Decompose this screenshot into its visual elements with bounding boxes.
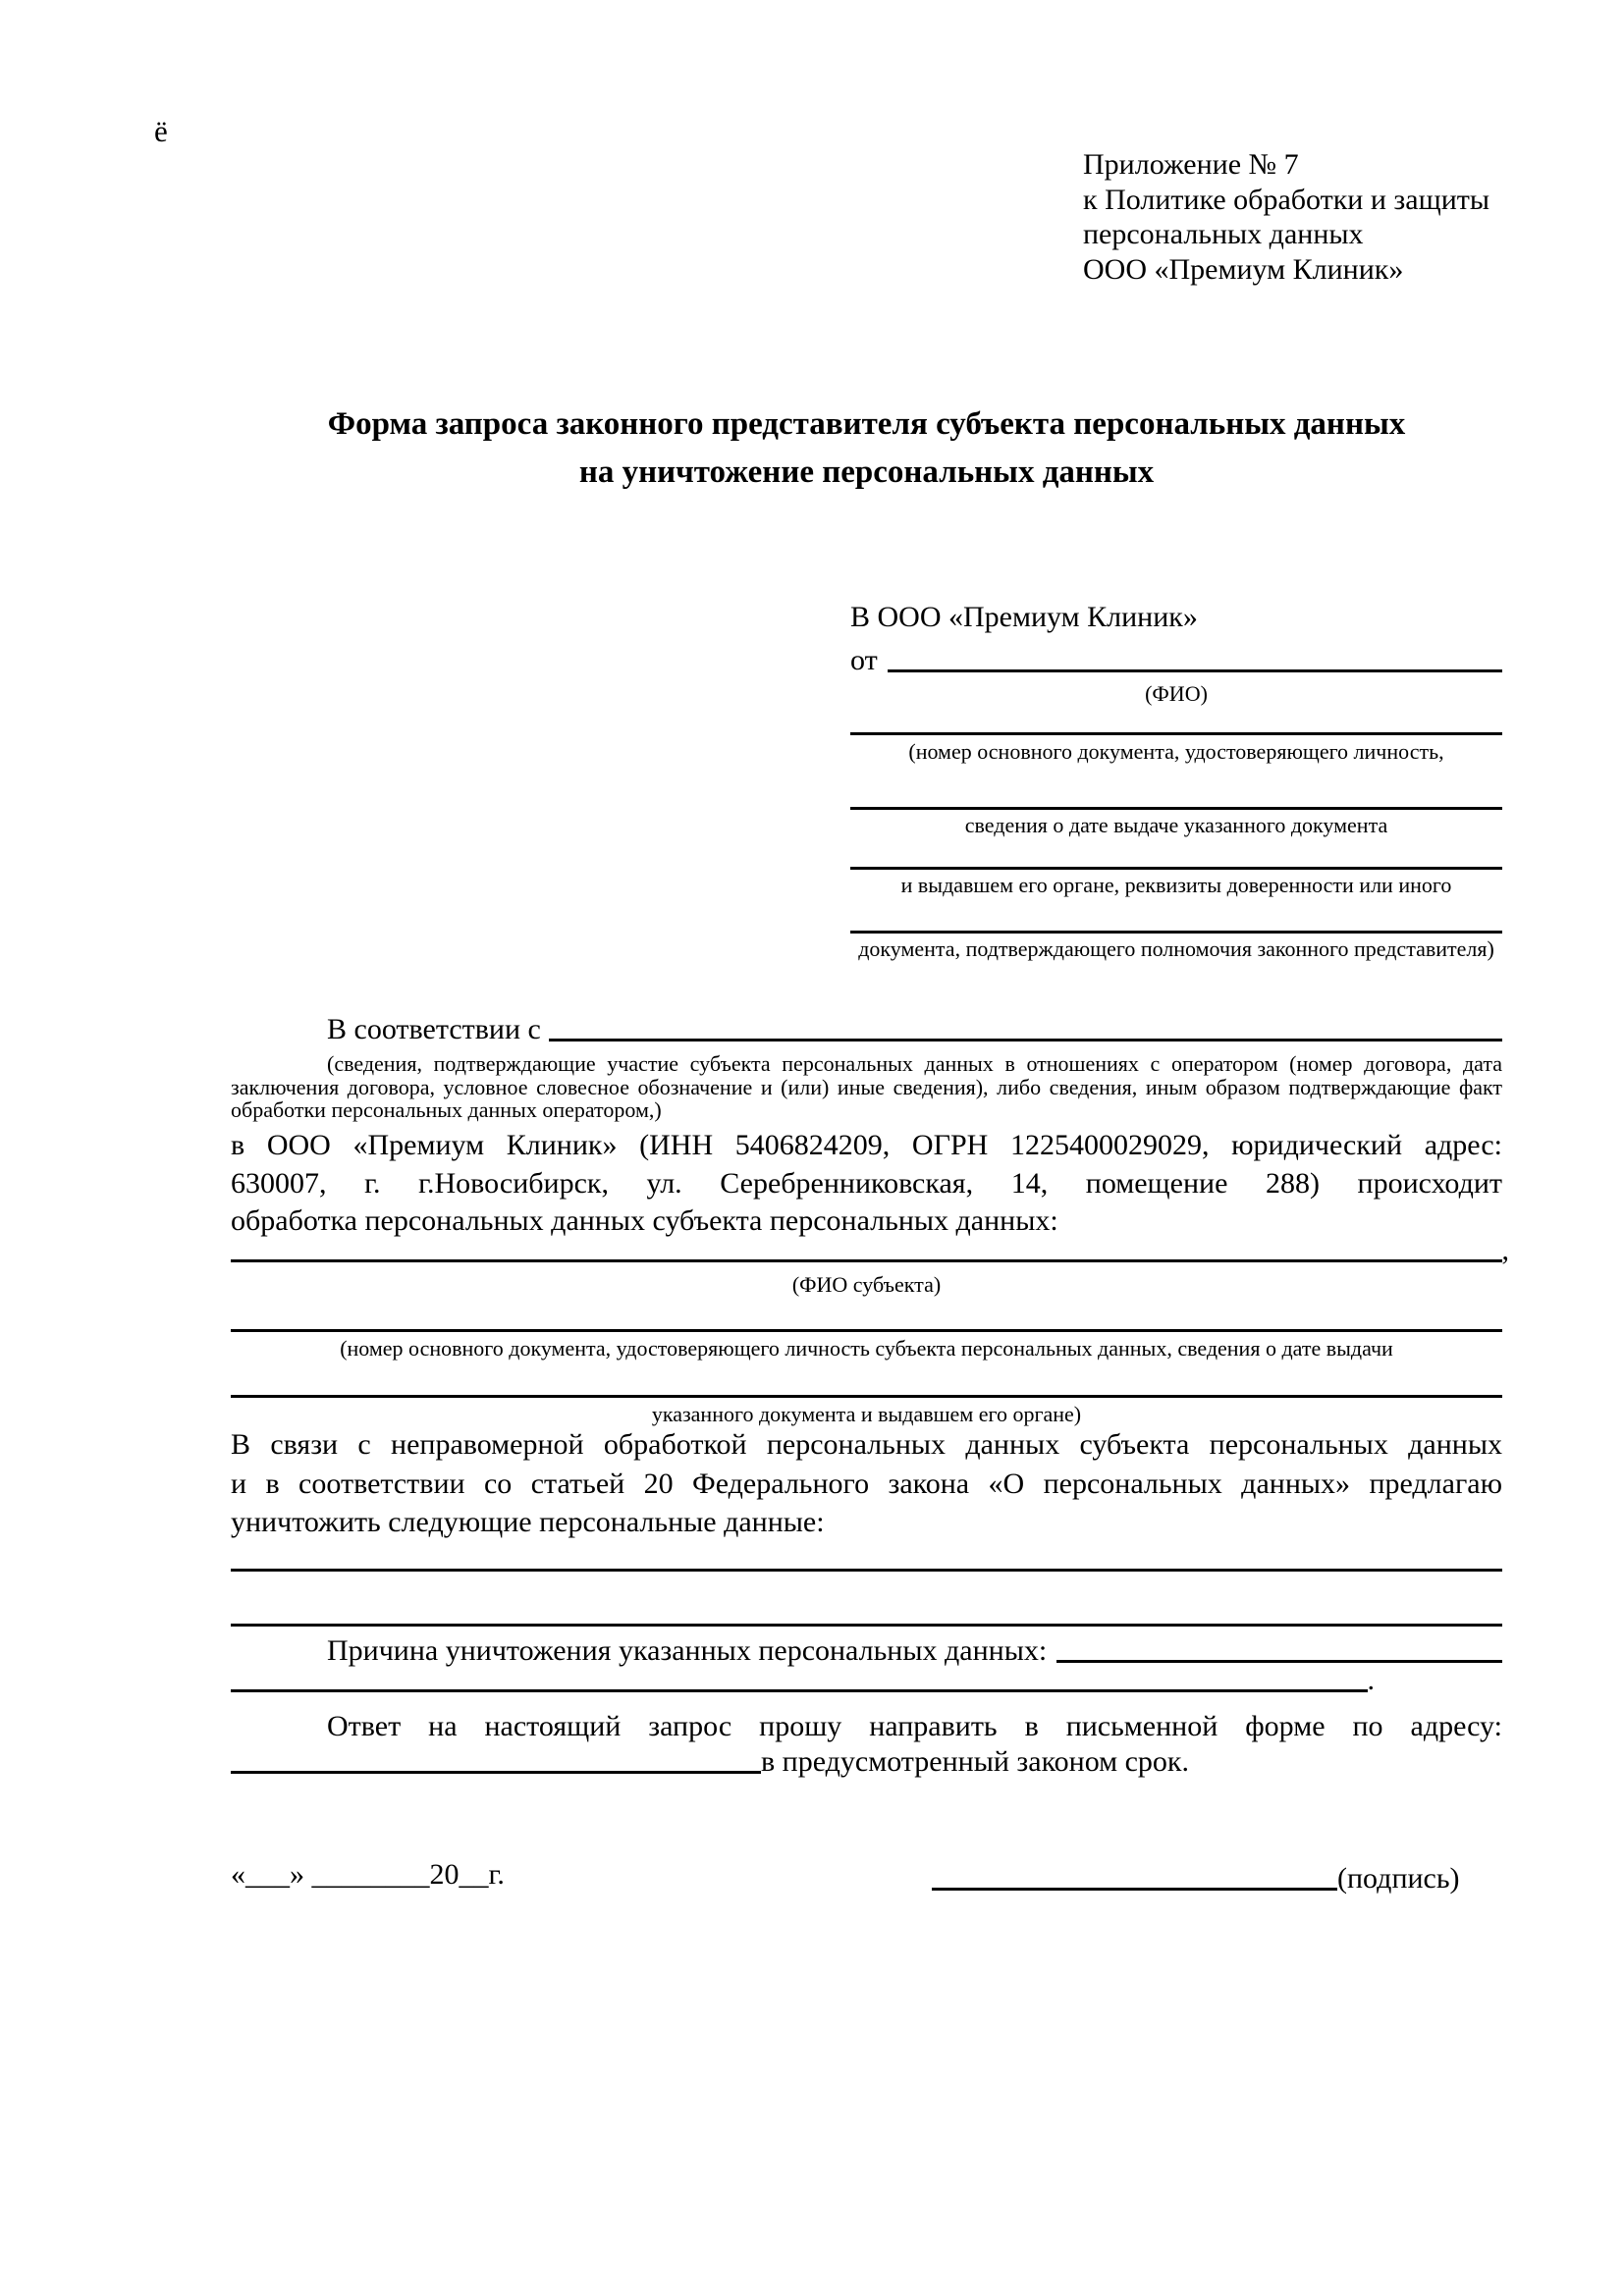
date-blank: «___» ________20__г. xyxy=(231,1858,505,1891)
subject-fio-caption: (ФИО субъекта) xyxy=(791,1272,942,1297)
appendix-block xyxy=(1083,147,1489,287)
document-number-line xyxy=(850,732,1502,735)
data-to-destroy-line-2 xyxy=(231,1624,1502,1627)
operator-paragraph-line: в ООО «Премиум Клиник» (ИНН 5406824209, ОГРН 1225400029029, юридический адрес: xyxy=(231,1129,1502,1161)
addressee-block xyxy=(850,601,1502,974)
reply-request-line: Ответ на настоящий запрос прошу направить в письменной форме по адресу: xyxy=(327,1710,1502,1742)
signature-caption: (подпись) xyxy=(1337,1862,1460,1895)
operator-paragraph-line: 630007, г. г.Новосибирск, ул. Серебренниковская, 14, помещение 288) происходит xyxy=(231,1166,1502,1200)
issue-date-line xyxy=(850,807,1502,810)
subject-document-caption-2: указанного документа и выдавшем его органе) xyxy=(651,1402,1082,1426)
accordance-note xyxy=(231,1052,1502,1122)
demand-paragraph xyxy=(231,1425,1502,1542)
accordance-lead: В соответствии с xyxy=(327,1013,541,1045)
addressee-org: В ООО «Премиум Клиник» xyxy=(850,601,1198,633)
issuing-authority-line xyxy=(850,867,1502,870)
demand-paragraph-line: и в соответствии со статьей 20 Федерального закона «О персональных данных» предлагаю xyxy=(231,1467,1502,1500)
from-label: от xyxy=(850,644,878,676)
signature-line xyxy=(932,1888,1337,1891)
accordance-note-line: обработки персональных данных оператором,) xyxy=(231,1097,662,1123)
reason-trailing-period: . xyxy=(1367,1664,1375,1696)
subject-document-caption-1: (номер основного документа, удостоверяющего личность субъекта персональных данных, сведения о дате выдачи xyxy=(340,1336,1393,1361)
subject-fio-line-row xyxy=(231,1235,1509,1267)
issue-date-caption: сведения о дате выдаче указанного документа xyxy=(964,813,1388,837)
reply-terms-text: в предусмотренный законом срок. xyxy=(761,1745,1189,1778)
subject-document-line-1 xyxy=(231,1329,1502,1332)
authority-document-caption: документа, подтверждающего полномочия законного представителя) xyxy=(858,936,1494,961)
demand-paragraph-line: уничтожить следующие персональные данные: xyxy=(231,1506,825,1538)
representative-fio-input-line xyxy=(888,669,1502,672)
form-title-line: на уничтожение персональных данных xyxy=(578,454,1155,490)
appendix-line: персональных данных xyxy=(1083,218,1364,250)
reason-continuation-row xyxy=(231,1665,1375,1697)
accordance-note-line: заключения договора, условное словесное обозначение и (или) иные сведения), либо сведения, иным образом подтверждающие факт xyxy=(231,1074,1502,1099)
reply-address-row xyxy=(231,1746,1502,1779)
reason-label: Причина уничтожения указанных персональных данных: xyxy=(327,1634,1048,1667)
signature-row xyxy=(932,1858,1488,1896)
form-title xyxy=(231,400,1502,497)
reply-address-input-line xyxy=(231,1771,761,1774)
subject-document-line-2 xyxy=(231,1395,1502,1398)
from-row xyxy=(850,642,1502,677)
appendix-line: ООО «Премиум Клиник» xyxy=(1083,252,1404,286)
subject-fio-input-line xyxy=(231,1259,1502,1262)
reason-row xyxy=(231,1633,1502,1668)
form-title-line: Форма запроса законного представителя субъекта персональных данных xyxy=(327,406,1406,442)
operator-paragraph-line: обработка персональных данных субъекта персональных данных: xyxy=(231,1204,1058,1238)
accordance-note-line: (сведения, подтверждающие участие субъекта персональных данных в отношениях с оператором (номер договора, дата xyxy=(327,1051,1502,1076)
operator-paragraph xyxy=(231,1127,1502,1241)
authority-document-line xyxy=(850,931,1502,934)
data-to-destroy-line-1 xyxy=(231,1569,1502,1572)
demand-paragraph-line: В связи с неправомерной обработкой персональных данных субъекта персональных данных xyxy=(231,1428,1502,1461)
reason-continuation-line xyxy=(231,1689,1368,1692)
appendix-line: к Политике обработки и защиты xyxy=(1083,183,1490,216)
document-number-caption: (номер основного документа, удостоверяющего личность, xyxy=(908,739,1444,764)
issuing-authority-caption: и выдавшем его органе, реквизиты доверенности или иного xyxy=(900,873,1452,897)
fio-caption: (ФИО) xyxy=(1145,681,1208,706)
accordance-input-line xyxy=(549,1039,1502,1041)
stray-character: ё xyxy=(154,114,168,148)
appendix-line: Приложение № 7 xyxy=(1083,148,1299,181)
subject-fio-trailing-comma: , xyxy=(1501,1234,1509,1266)
accordance-row xyxy=(231,1011,1502,1046)
reason-input-line xyxy=(1056,1660,1502,1663)
